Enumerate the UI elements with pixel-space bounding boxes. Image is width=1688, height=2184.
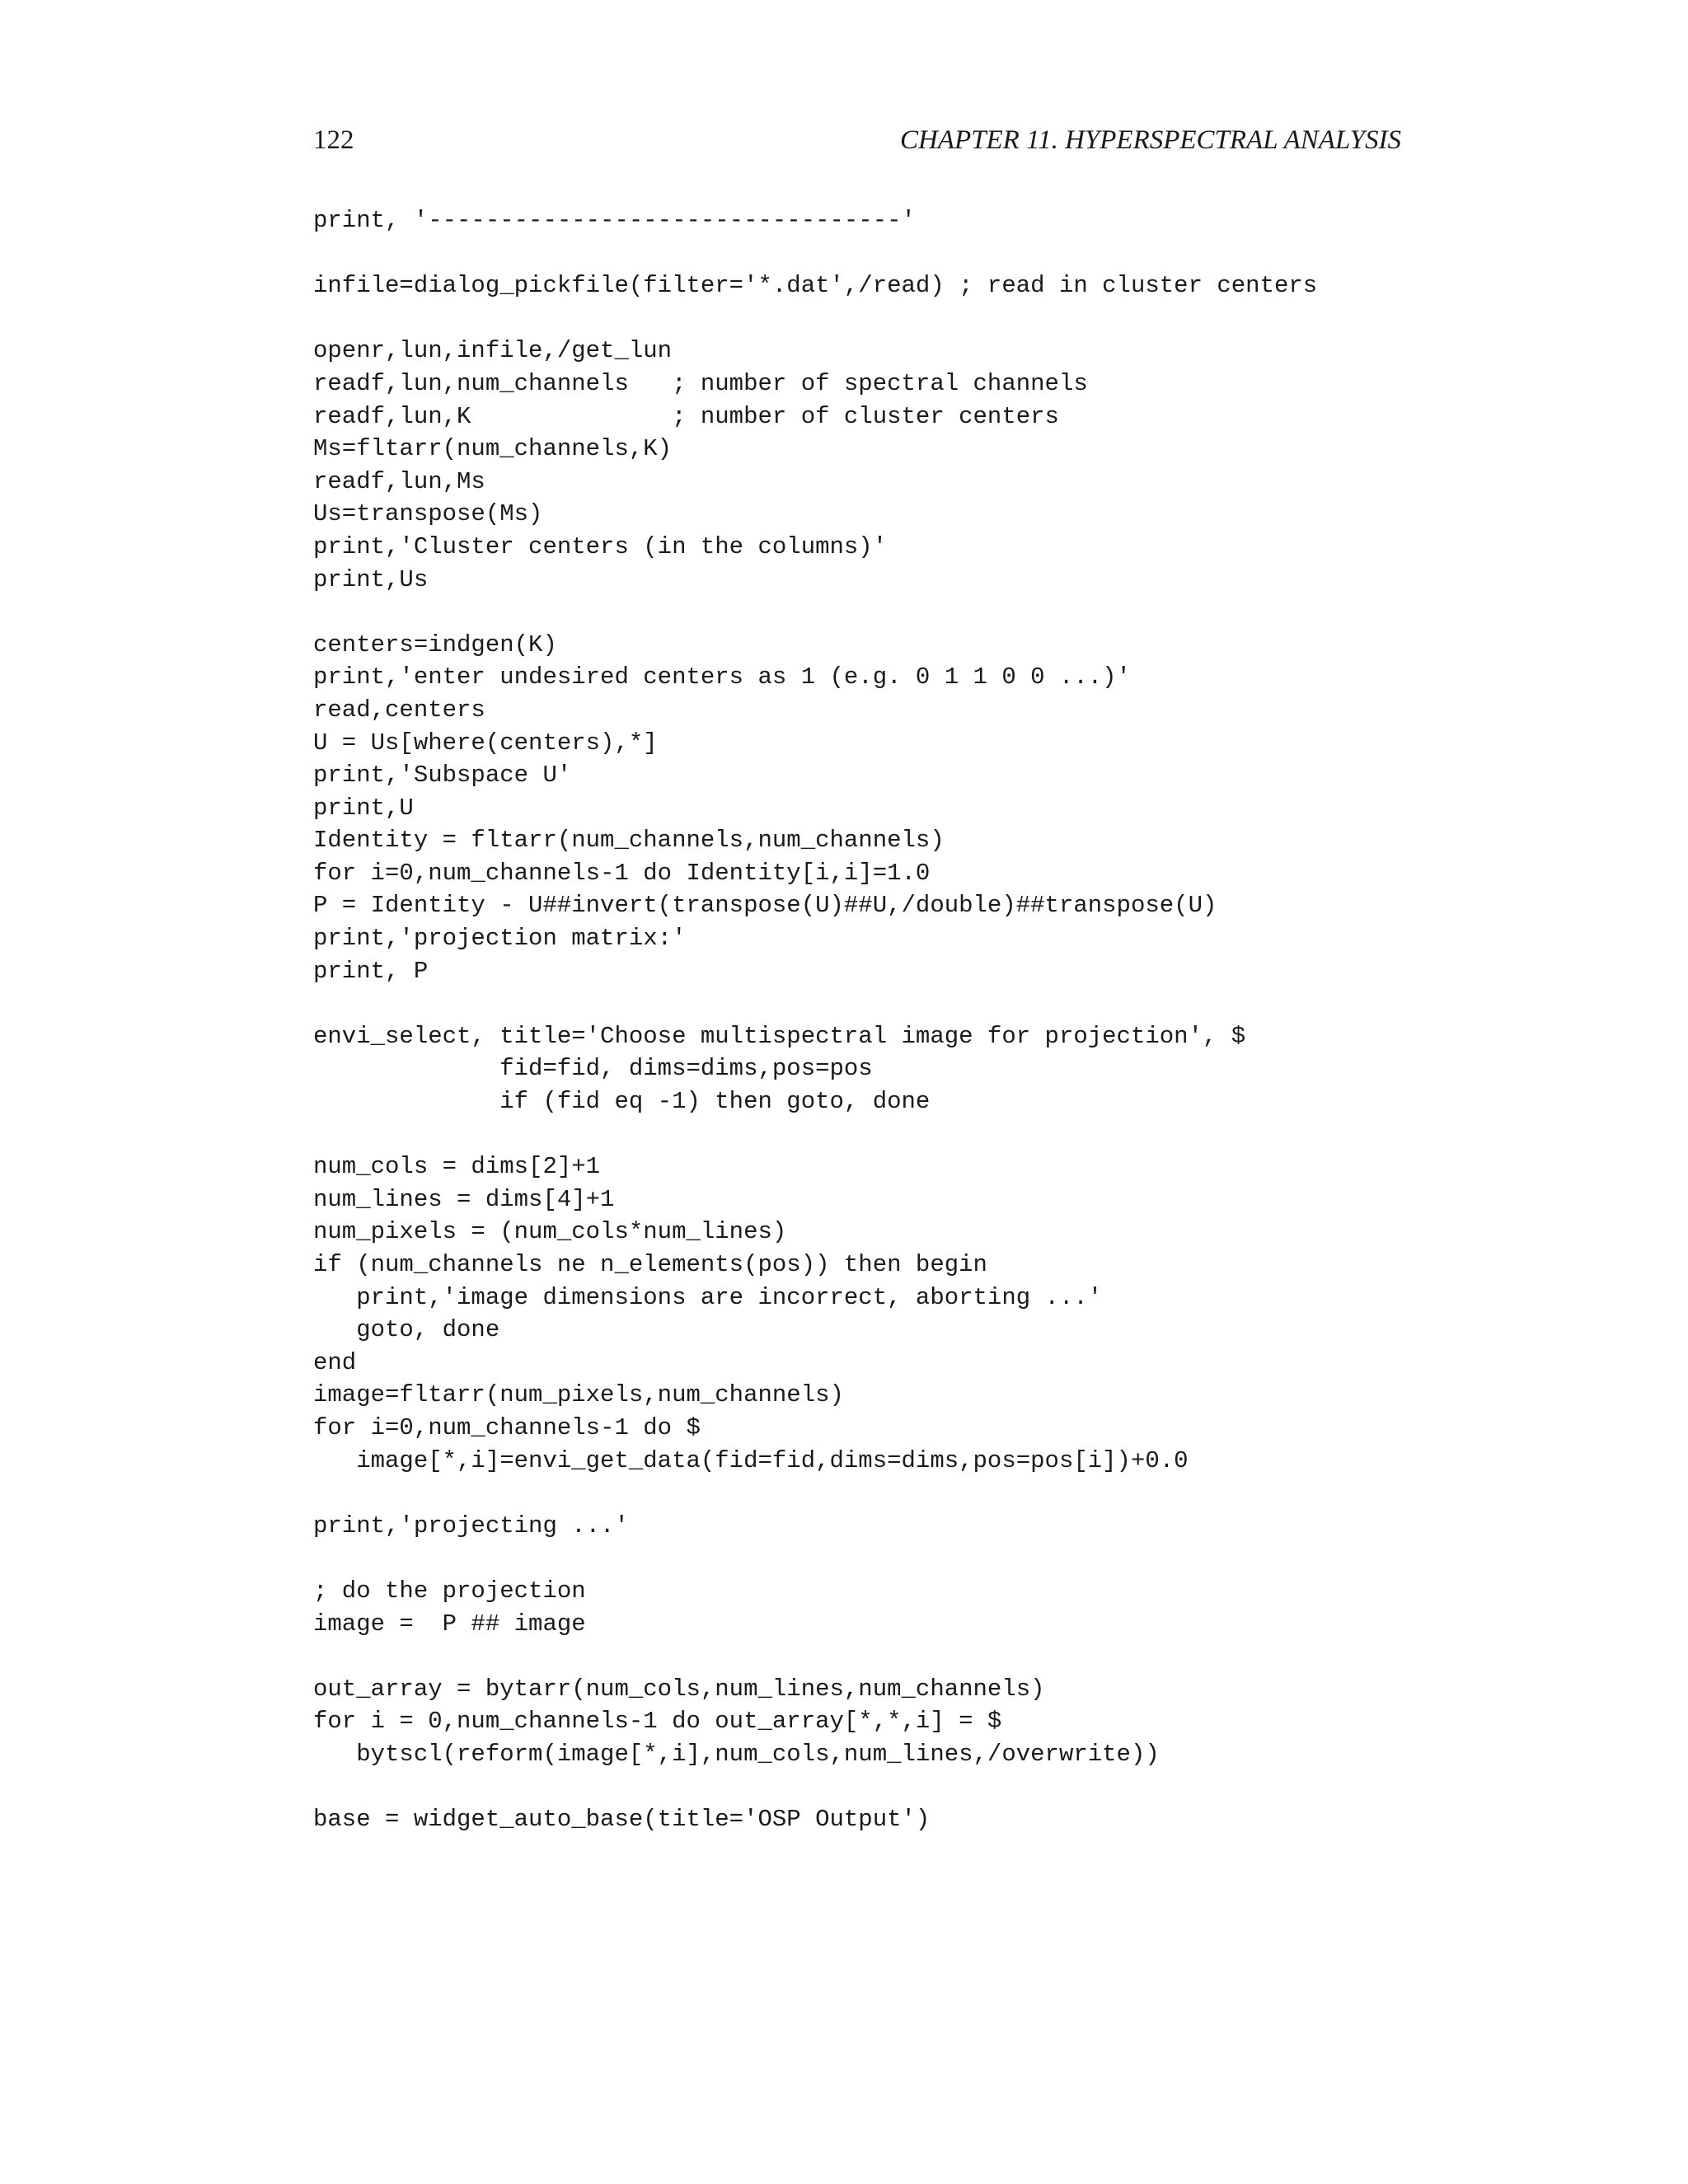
code-line: print,'projection matrix:' — [313, 925, 687, 953]
code-line — [313, 1118, 1451, 1151]
code-line: readf,lun,Ms — [313, 467, 485, 495]
code-line: goto, done — [313, 1316, 500, 1344]
code-line: envi_select, title='Choose multispectral image for projection', $ — [313, 1022, 1246, 1050]
code-line: U = Us[where(centers),*] — [313, 729, 658, 757]
code-line: for i = 0,num_channels-1 do out_array[*,*,i] = $ — [313, 1708, 1002, 1736]
code-line: fid=fid, dims=dims,pos=pos — [313, 1055, 873, 1083]
code-line: num_cols = dims[2]+1 — [313, 1153, 601, 1181]
code-line: num_lines = dims[4]+1 — [313, 1185, 615, 1213]
code-line: print, '---------------------------------' — [313, 207, 916, 234]
code-line — [313, 1771, 1451, 1804]
code-line — [313, 302, 1451, 335]
page-header — [313, 125, 1401, 166]
code-line: print,'Subspace U' — [313, 762, 572, 790]
page-number: 122 — [313, 125, 354, 155]
code-line: out_array = bytarr(num_cols,num_lines,num_channels) — [313, 1675, 1045, 1703]
code-line: base = widget_auto_base(title='OSP Output') — [313, 1806, 931, 1834]
code-line: Ms=fltarr(num_channels,K) — [313, 435, 673, 463]
code-line: read,centers — [313, 696, 485, 724]
code-line: end — [313, 1348, 357, 1376]
code-line: centers=indgen(K) — [313, 630, 557, 658]
code-line: ; do the projection — [313, 1577, 586, 1605]
code-line: image = P ## image — [313, 1610, 586, 1638]
code-line: image=fltarr(num_pixels,num_channels) — [313, 1381, 844, 1409]
code-line — [313, 1477, 1451, 1510]
code-line: if (fid eq -1) then goto, done — [313, 1088, 931, 1116]
code-line — [313, 237, 1451, 270]
code-line: for i=0,num_channels-1 do Identity[i,i]=1.0 — [313, 859, 931, 887]
code-line: if (num_channels ne n_elements(pos)) then begin — [313, 1251, 987, 1278]
code-line: for i=0,num_channels-1 do $ — [313, 1413, 701, 1441]
code-line: readf,lun,K ; number of cluster centers — [313, 402, 1059, 430]
code-line: image[*,i]=envi_get_data(fid=fid,dims=dims,pos=pos[i])+0.0 — [313, 1446, 1189, 1474]
code-line — [313, 987, 1451, 1020]
code-line: bytscl(reform(image[*,i],num_cols,num_lines,/overwrite)) — [313, 1740, 1160, 1768]
code-line: num_pixels = (num_cols*num_lines) — [313, 1218, 787, 1246]
code-line: print,'Cluster centers (in the columns)' — [313, 532, 888, 560]
code-line — [313, 1640, 1451, 1673]
code-line: print,'projecting ...' — [313, 1511, 629, 1540]
code-line: openr,lun,infile,/get_lun — [313, 337, 673, 365]
code-line: Identity = fltarr(num_channels,num_channels) — [313, 827, 945, 855]
code-line: readf,lun,num_channels ; number of spectral channels — [313, 369, 1088, 397]
code-line — [313, 596, 1451, 629]
code-line: Us=transpose(Ms) — [313, 500, 543, 528]
code-line: P = Identity - U##invert(transpose(U)##U,/double)##transpose(U) — [313, 892, 1217, 920]
code-line: infile=dialog_pickfile(filter='*.dat',/read) ; read in cluster centers — [313, 272, 1318, 300]
code-line: print,'image dimensions are incorrect, aborting ...' — [313, 1283, 1103, 1311]
code-line: print, P — [313, 957, 429, 985]
running-head: CHAPTER 11. HYPERSPECTRAL ANALYSIS — [899, 125, 1401, 155]
code-line: print,'enter undesired centers as 1 (e.g. 0 1 1 0 0 ...)' — [313, 663, 1131, 691]
code-line: print,U — [313, 794, 414, 822]
code-listing — [313, 204, 1451, 1836]
code-line — [313, 1542, 1451, 1575]
code-line: print,Us — [313, 565, 429, 593]
